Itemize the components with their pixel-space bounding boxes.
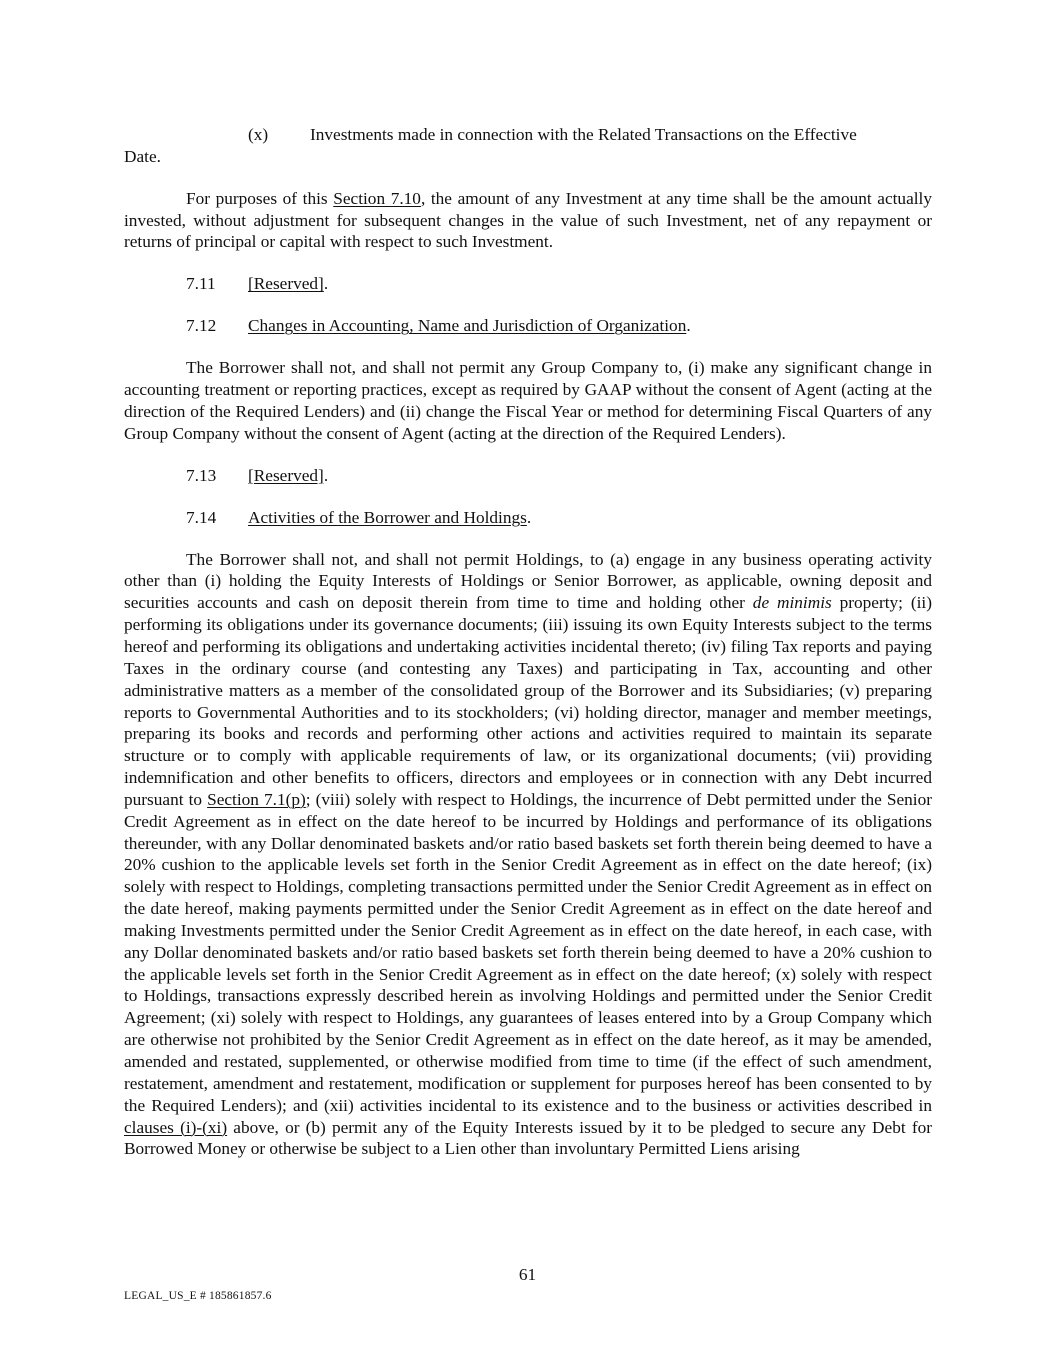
paragraph-7-12: The Borrower shall not, and shall not permit any Group Company to, (i) make any significant change in accounting treatment or reporting practices, except as required by GAAP without the consent of Agent (acting at the direction of the Required Lenders) and (ii) change the Fiscal Year or method for determining Fiscal Quarters of any Group Company without the consent of Agent (acting at the direction of the Required Lenders). <box>124 358 932 443</box>
clause-x <box>124 124 932 146</box>
section-title-period: . <box>526 507 532 527</box>
paragraph-investment-purposes <box>124 188 932 254</box>
section-7-13-heading <box>124 465 932 487</box>
section-number: 7.12 <box>186 316 217 336</box>
clauses-reference: clauses (i)-(xi) <box>124 1117 228 1137</box>
section-7-1-p-reference: Section 7.1(p) <box>207 789 306 809</box>
text-segment: above, or (b) permit any of the Equity Interests issued by it to be pledged to secure any Debt for Borrowed Money or otherwise be subject to a Lien other than involuntary Permitted Liens arising <box>124 1117 932 1159</box>
text-segment: property; (ii) performing its obligations under its governance documents; (iii) issuing its own Equity Interests subject to the terms hereof and performing its obligations and undertaking activities incidental thereto; (iv) filing Tax reports and paying Taxes in the ordinary course (and contesting any Taxes) and participating in Tax, accounting and other administrative matters as a member of the consolidated group of the Borrower and its Subsidiaries; (v) preparing reports to Governmental Authorities and to its stockholders; (vi) holding director, manager and member meetings, preparing its books and records and performing other actions and activities required to maintain its separate structure or to comply with applicable requirements of law, or its organizational documents; (vii) providing indemnification and other benefits to officers, directors and employees or in connection with any Debt incurred pursuant to <box>124 593 932 809</box>
section-number: 7.14 <box>186 507 217 527</box>
text-segment: , the amount of any Investment at any time shall be the amount actually invested, without adjustment for subsequent changes in the value of such Investment, net of any repayment or returns of principal or capital with respect to such Investment. <box>124 188 932 252</box>
section-number: 7.13 <box>186 465 217 485</box>
paragraph-7-14 <box>124 549 932 1161</box>
section-7-10-reference: Section 7.10 <box>333 188 421 208</box>
text-segment: For purposes of this <box>186 188 334 208</box>
section-title: Changes in Accounting, Name and Jurisdiction of Organization <box>248 316 687 336</box>
page-number: 61 <box>518 1265 537 1284</box>
section-title-period: . <box>323 274 329 294</box>
document-body <box>124 124 932 1160</box>
section-7-14-heading <box>124 507 932 529</box>
section-title-period: . <box>686 316 691 336</box>
document-reference: LEGAL_US_E # 185861857.6 <box>124 1290 272 1302</box>
text-segment: ; (viii) solely with respect to Holdings, the incurrence of Debt permitted under the Senior Credit Agreement as in effect on the date hereof to be incurred by Holdings and performance of its obligations thereunder, with any Dollar denominated baskets and/or ratio based baskets set forth therein being deemed to have a 20% cushion to the applicable levels set forth in the Senior Credit Agreement as in effect on the date hereof; (ix) solely with respect to Holdings, completing transactions permitted under the Senior Credit Agreement as in effect on the date hereof, making payments permitted under the Senior Credit Agreement as in effect on the date hereof and making Investments permitted under the Senior Credit Agreement as in effect on the date hereof, in each case, with any Dollar denominated baskets and/or ratio based baskets set forth therein being deemed to have a 20% cushion to the applicable levels set forth in the Senior Credit Agreement as in effect on the date hereof; (x) solely with respect to Holdings, transactions expressly described herein as involving Holdings and permitted under the Senior Credit Agreement; (xi) solely with respect to Holdings, any guarantees of leases entered into by a Group Company which are otherwise not prohibited by the Senior Credit Agreement as in effect on the date hereof, as it may be amended, amended and restated, supplemented, or otherwise modified from time to time (if the effect of such amendment, restatement, amendment and restatement, modification or supplement for purposes hereof has been consented to by the Required Lenders); and (xii) activities incidental to its existence and to the business or activities described in <box>124 789 932 1115</box>
text-segment: The Borrower shall not, and shall not permit Holdings, to (a) engage in any business operating activity other than (i) holding the Equity Interests of Holdings or Senior Borrower, as applicable, owning deposit and securities accounts and cash on deposit therein from time to time and holding other <box>124 549 932 613</box>
section-number: 7.11 <box>186 274 216 294</box>
clause-x-label: (x) <box>248 125 269 144</box>
clause-x-continuation: Date. <box>124 146 161 166</box>
section-title: [Reserved] <box>248 274 324 294</box>
section-title-period: . <box>323 465 329 485</box>
italic-term: de minimis <box>752 593 832 613</box>
section-7-12-heading <box>124 315 932 337</box>
section-title: [Reserved] <box>248 465 324 485</box>
section-7-11-heading <box>124 273 932 295</box>
clause-x-text: Investments made in connection with the Related Transactions on the Effective <box>310 125 857 144</box>
section-title: Activities of the Borrower and Holdings <box>248 507 527 527</box>
